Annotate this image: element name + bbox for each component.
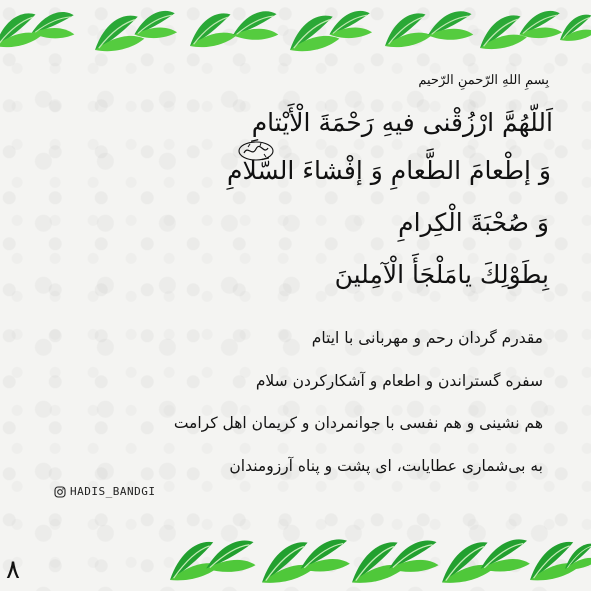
dua-line-4: بِطَوْلِكَ يامَلْجَأَ الْآمِلينَ (334, 260, 549, 289)
translation-line-3: هم نشينى و هم نفسى با جوانمردان و کريمان اهل کرامت (173, 414, 543, 432)
dua-line-1: اَللّهُمَّ ارْزُقْنى فيهِ رَحْمَةَ الْأَيْتامِ (251, 108, 553, 137)
dua-line-3: وَ صُحْبَةَ الْكِرامِ (398, 208, 549, 237)
instagram-icon (54, 486, 66, 498)
bismillah-heading: بِسمِ اللهِ الرّحمنِ الرّحیم (418, 73, 549, 88)
dua-line-2: وَ إطْعامَ الطَّعامِ وَ إفْشاءَ السَّلامِ (227, 156, 551, 185)
translation-line-1: مقدرم گردان رحم و مهربانى با ايتام (311, 329, 543, 347)
translation-line-2: سفره گستراندن و اطعام و آشکارکردن سلام (255, 372, 543, 390)
instagram-handle (54, 485, 155, 498)
page-number: ٨ (6, 555, 20, 585)
instagram-handle-text: HADIS_BANDGI (70, 485, 156, 498)
translation-line-4: به بى‌شمارى عطاياىت، اى پشت و پناه آرزومندان (229, 457, 543, 475)
calligraphy-seal-icon (236, 139, 276, 163)
